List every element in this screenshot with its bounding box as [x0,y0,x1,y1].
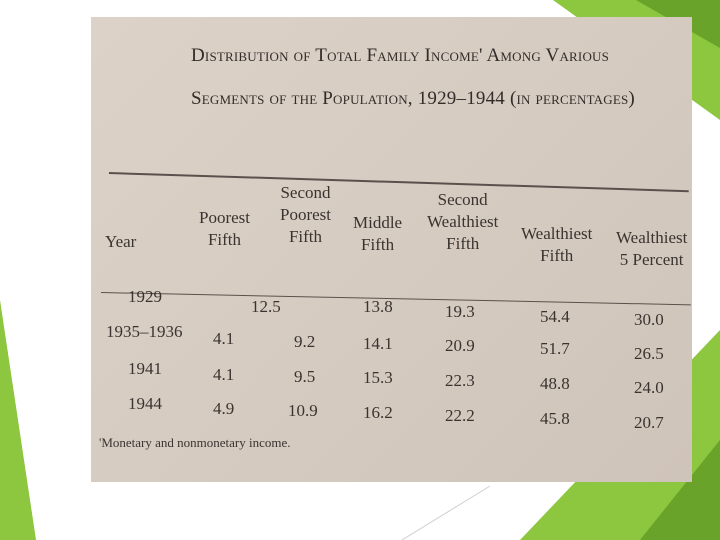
table-cell-wealthiest5: 20.7 [634,413,664,432]
table-footnote: 'Monetary and nonmonetary income. [99,435,291,450]
header-poorest-fifth: Poorest Fifth [199,208,250,249]
header-year: Year [105,232,137,251]
table-cell-wealthiest: 54.4 [540,307,570,326]
table-cell-year: 1941 [128,359,162,378]
table-cell-wealthiest5: 24.0 [634,378,664,397]
table-cell-middle: 13.8 [363,297,393,316]
table-cell-second-poorest: 9.2 [294,332,316,351]
table-title-line1: Distribution of Total Family Income' Among Various [191,45,610,66]
table-cell-poorest: 4.1 [213,329,235,348]
table-cell-second-poorest: 12.5 [251,297,281,316]
table-cell-second-wealthiest: 20.9 [445,336,475,355]
header-middle-fifth: Middle Fifth [353,213,403,254]
table-cell-middle: 16.2 [363,403,393,422]
header-rule [101,292,691,305]
table-title-line2: Segments of the Population, 1929–1944 (in percentages) [191,88,635,109]
green-sliver-left [0,300,36,540]
table-cell-year: 1944 [128,394,162,413]
table-cell-second-wealthiest: 22.2 [445,406,475,425]
table-cell-second-poorest: 9.5 [294,367,316,386]
header-second-wealthiest-fifth: Second Wealthiest Fifth [427,190,499,253]
table-cell-wealthiest: 48.8 [540,374,570,393]
table-cell-poorest: 4.1 [213,365,235,384]
table-cell-wealthiest5: 30.0 [634,310,664,329]
table-cell-wealthiest: 45.8 [540,409,570,428]
table-cell-second-wealthiest: 19.3 [445,302,475,321]
table-cell-middle: 14.1 [363,334,393,353]
header-wealthiest-fifth: Wealthiest Fifth [521,224,593,265]
table-cell-wealthiest: 51.7 [540,339,570,358]
header-wealthiest-5-percent: Wealthiest 5 Percent [616,228,688,269]
table-cell-middle: 15.3 [363,368,393,387]
table-cell-second-poorest: 10.9 [288,401,318,420]
scanned-table-page [91,17,692,482]
thin-gray-line [402,486,490,540]
table-cell-poorest: 4.9 [213,399,235,418]
table-cell-second-wealthiest: 22.3 [445,371,475,390]
table-cell-year: 1929 [128,287,162,306]
top-rule [109,172,689,192]
header-second-poorest-fifth: Second Poorest Fifth [280,183,331,246]
table-cell-year: 1935–1936 [106,322,183,341]
table-cell-wealthiest5: 26.5 [634,344,664,363]
